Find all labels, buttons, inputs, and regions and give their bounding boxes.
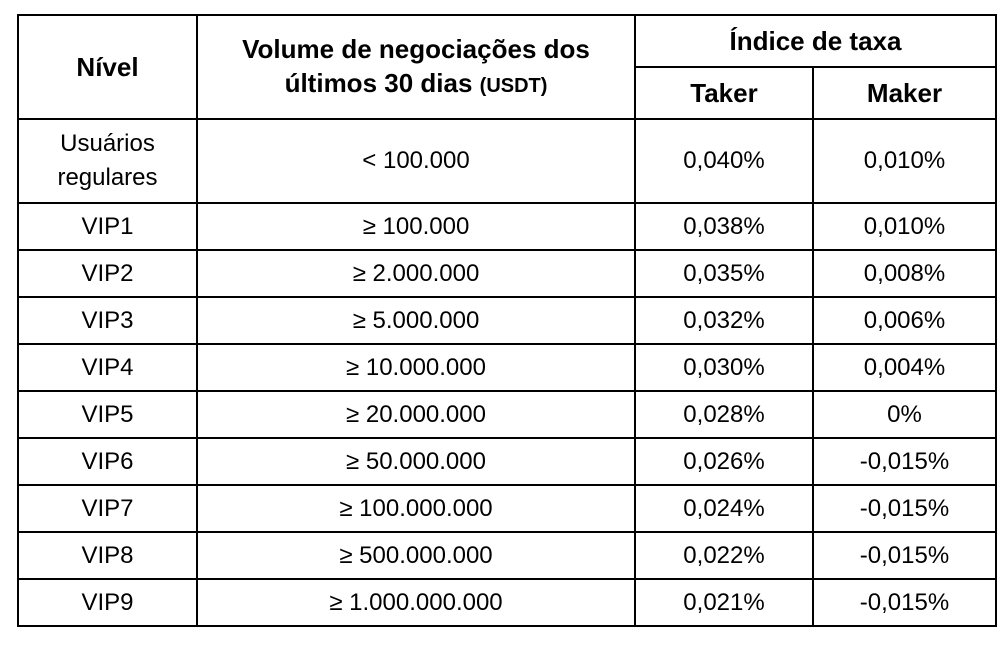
- maker-cell: 0,010%: [813, 119, 996, 203]
- maker-cell: -0,015%: [813, 438, 996, 485]
- table-row: [18, 119, 996, 203]
- table-row: [18, 485, 996, 532]
- header-maker: Maker: [813, 67, 996, 119]
- header-volume: [197, 15, 635, 119]
- level-cell: VIP6: [18, 438, 197, 485]
- level-cell: VIP9: [18, 579, 197, 626]
- level-cell: VIP3: [18, 297, 197, 344]
- level-cell: VIP5: [18, 391, 197, 438]
- maker-cell: -0,015%: [813, 532, 996, 579]
- volume-cell: ≥ 2.000.000: [197, 250, 635, 297]
- fee-tier-table: [17, 14, 997, 627]
- volume-cell: ≥ 100.000: [197, 203, 635, 250]
- table-row: [18, 532, 996, 579]
- taker-cell: 0,040%: [635, 119, 813, 203]
- table-row: [18, 203, 996, 250]
- volume-cell: ≥ 5.000.000: [197, 297, 635, 344]
- header-volume-line2: últimos 30 dias: [284, 67, 473, 98]
- volume-cell: ≥ 100.000.000: [197, 485, 635, 532]
- level-cell: VIP8: [18, 532, 197, 579]
- header-volume-line1: Volume de negociações dos: [242, 33, 590, 64]
- table-row: [18, 344, 996, 391]
- taker-cell: 0,024%: [635, 485, 813, 532]
- table-row: [18, 438, 996, 485]
- maker-cell: 0,006%: [813, 297, 996, 344]
- volume-cell: ≥ 50.000.000: [197, 438, 635, 485]
- level-cell: VIP1: [18, 203, 197, 250]
- header-volume-unit: (USDT): [479, 74, 548, 97]
- maker-cell: -0,015%: [813, 485, 996, 532]
- header-level: Nível: [18, 15, 197, 119]
- maker-cell: 0,010%: [813, 203, 996, 250]
- taker-cell: 0,022%: [635, 532, 813, 579]
- level-cell: VIP7: [18, 485, 197, 532]
- table-row: [18, 391, 996, 438]
- taker-cell: 0,026%: [635, 438, 813, 485]
- volume-cell: ≥ 10.000.000: [197, 344, 635, 391]
- maker-cell: 0%: [813, 391, 996, 438]
- header-taker: Taker: [635, 67, 813, 119]
- taker-cell: 0,032%: [635, 297, 813, 344]
- volume-cell: < 100.000: [197, 119, 635, 203]
- level-line2: regulares: [57, 164, 158, 191]
- taker-cell: 0,021%: [635, 579, 813, 626]
- volume-cell: ≥ 20.000.000: [197, 391, 635, 438]
- level-cell: VIP2: [18, 250, 197, 297]
- level-line1: Usuários: [60, 130, 155, 157]
- level-cell: [18, 119, 197, 203]
- maker-cell: -0,015%: [813, 579, 996, 626]
- level-cell: VIP4: [18, 344, 197, 391]
- taker-cell: 0,030%: [635, 344, 813, 391]
- header-fee-index: Índice de taxa: [635, 15, 996, 67]
- table-row: [18, 250, 996, 297]
- table-row: [18, 297, 996, 344]
- volume-cell: ≥ 1.000.000.000: [197, 579, 635, 626]
- taker-cell: 0,028%: [635, 391, 813, 438]
- maker-cell: 0,008%: [813, 250, 996, 297]
- maker-cell: 0,004%: [813, 344, 996, 391]
- table-row: [18, 579, 996, 626]
- volume-cell: ≥ 500.000.000: [197, 532, 635, 579]
- taker-cell: 0,038%: [635, 203, 813, 250]
- taker-cell: 0,035%: [635, 250, 813, 297]
